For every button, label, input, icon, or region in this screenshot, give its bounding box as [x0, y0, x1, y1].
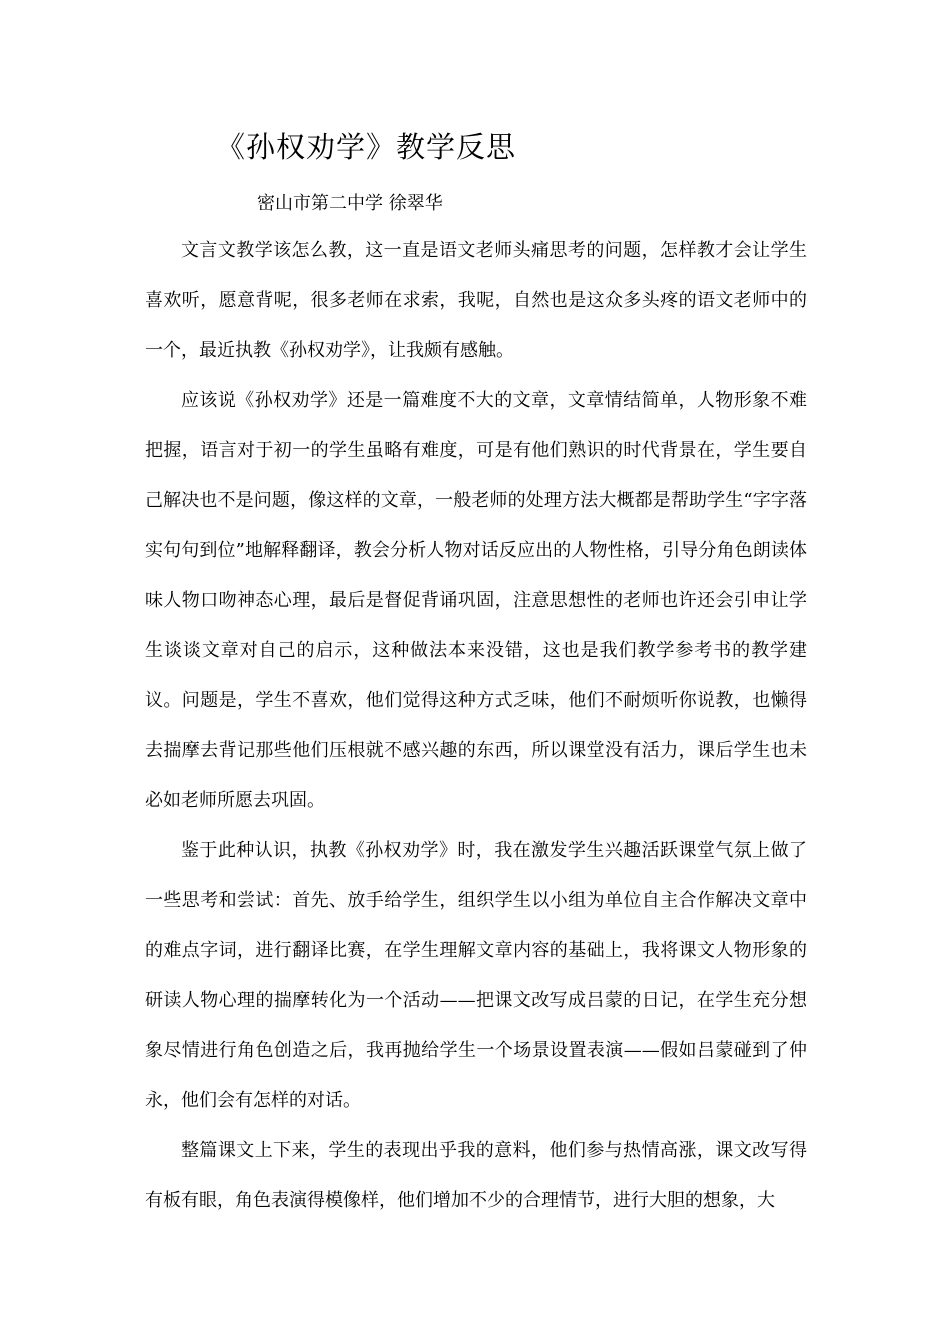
paragraph-3: 鉴于此种认识，执教《孙权劝学》时，我在激发学生兴趣活跃课堂气氛上做了一些思考和尝试：首先、放手给学生，组织学生以小组为单位自主合作解决文章中的难点字词，进行翻译比赛，在学生理解文章内容的基础上，我将课文人物形象的研读人物心理的揣摩转化为一个活动——把课文改写成吕蒙的日记，在学生充分想象尽情进行角色创造之后，我再抛给学生一个场景设置表演——假如吕蒙碰到了仲永，他们会有怎样的对话。: [145, 840, 807, 1111]
paragraph-2: 应该说《孙权劝学》还是一篇难度不大的文章，文章情结简单，人物形象不难把握，语言对于初一的学生虽略有难度，可是有他们熟识的时代背景在，学生要自己解决也不是问题，像这样的文章，一般老师的处理方法大概都是帮助学生“字字落实句句到位”地解释翻译，教会分析人物对话反应出的人物性格，引导分角色朗读体味人物口吻神态心理，最后是督促背诵巩固，注意思想性的老师也许还会引申让学生谈谈文章对自己的启示，这种做法本来没错，这也是我们教学参考书的教学建议。问题是，学生不喜欢，他们觉得这种方式乏味，他们不耐烦听你说教，也懒得去揣摩去背记那些他们压根就不感兴趣的东西，所以课堂没有活力，课后学生也未必如老师所愿去巩固。: [145, 390, 807, 811]
author-line: 密山市第二中学 徐翠华: [257, 193, 443, 214]
paragraph-4: 整篇课文上下来，学生的表现出乎我的意料，他们参与热情高涨，课文改写得有板有眼，角色表演得模像样，他们增加不少的合理情节，进行大胆的想象，大: [145, 1140, 807, 1211]
document-title: 《孙权劝学》教学反思: [216, 130, 517, 164]
paragraph-1: 文言文教学该怎么教，这一直是语文老师头痛思考的问题，怎样教才会让学生喜欢听，愿意背呢，很多老师在求索，我呢，自然也是这众多头疼的语文老师中的一个，最近执教《孙权劝学》，让我颇有感触。: [145, 240, 807, 361]
document-body: [145, 226, 807, 1226]
